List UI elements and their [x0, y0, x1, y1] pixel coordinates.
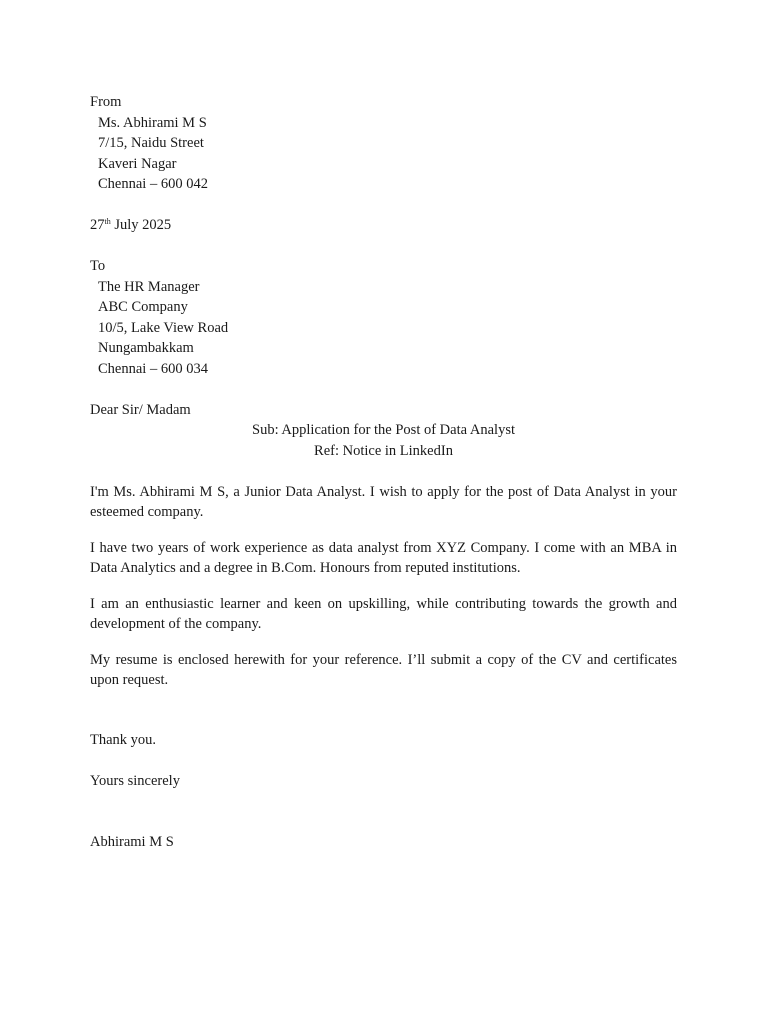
- recipient-address: [90, 277, 677, 380]
- sender-street: 7/15, Naidu Street: [98, 135, 204, 151]
- body-paragraph: My resume is enclosed herewith for your reference. I’ll submit a copy of the CV and certificates upon request.: [90, 651, 677, 688]
- letter: [90, 92, 677, 853]
- salutation: Dear Sir/ Madam: [90, 401, 191, 418]
- date-suffix: th: [104, 217, 111, 226]
- sender-city: Chennai – 600 042: [98, 176, 208, 192]
- sender-area: Kaveri Nagar: [98, 155, 177, 172]
- recipient-area: Nungambakkam: [98, 340, 194, 356]
- thanks-line: Thank you.: [90, 731, 157, 748]
- recipient-city: Chennai – 600 034: [98, 360, 208, 377]
- sender-address: [90, 113, 677, 195]
- to-label: To: [90, 258, 106, 274]
- date-day: 27: [90, 217, 105, 233]
- from-label: From: [90, 94, 122, 110]
- letter-date: [90, 215, 677, 236]
- body-paragraph: I'm Ms. Abhirami M S, a Junior Data Analyst. I wish to apply for the post of Data Analyst in your esteemed company.: [90, 483, 677, 520]
- sender-name: Ms. Abhirami M S: [98, 114, 207, 131]
- recipient-street: 10/5, Lake View Road: [98, 319, 229, 336]
- body-paragraph: I am an enthusiastic learner and keen on upskilling, while contributing towards the growth and development of the company.: [90, 595, 677, 632]
- recipient-title: The HR Manager: [98, 278, 200, 295]
- body-paragraph: I have two years of work experience as data analyst from XYZ Company. I come with an MBA in Data Analytics and a degree in B.Com. Honours from reputed institutions.: [90, 539, 677, 576]
- subject-line: Sub: Application for the Post of Data Analyst: [252, 422, 515, 438]
- signature-name: Abhirami M S: [90, 834, 174, 850]
- closing-line: Yours sincerely: [90, 772, 180, 789]
- recipient-company: ABC Company: [98, 299, 188, 315]
- reference-line: Ref: Notice in LinkedIn: [314, 442, 453, 459]
- date-rest: July 2025: [110, 217, 172, 233]
